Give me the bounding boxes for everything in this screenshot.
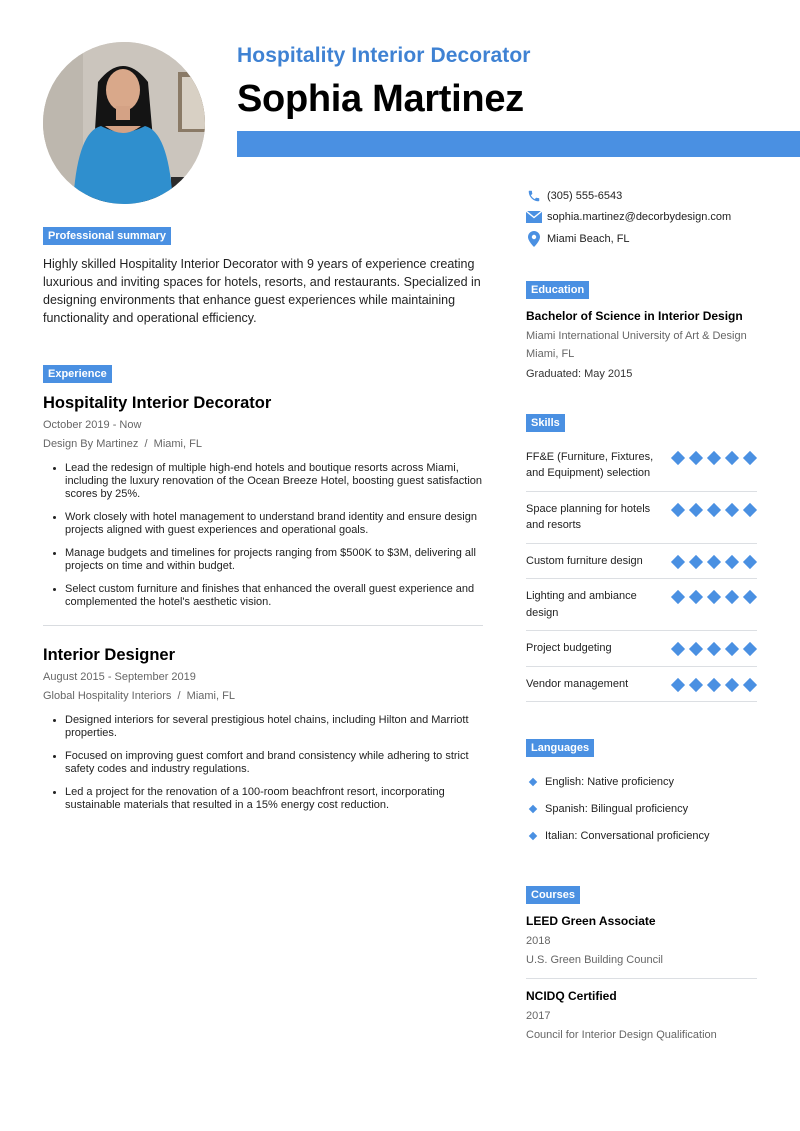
education-section — [526, 280, 757, 380]
skill-rating — [671, 640, 757, 657]
course-name: NCIDQ Certified — [526, 989, 617, 1003]
job-dates: October 2019 - Now — [43, 419, 142, 431]
rating-diamond-icon — [725, 502, 739, 516]
skill-name: FF&E (Furniture, Fixtures, and Equipment) selection — [526, 450, 654, 479]
education-heading: Education — [526, 281, 589, 299]
education-graduated: Graduated: May 2015 — [526, 367, 633, 380]
course-org: Council for Interior Design Qualification — [526, 1029, 717, 1041]
languages-section — [526, 738, 757, 849]
portrait-image — [43, 42, 205, 204]
rating-diamond-icon — [689, 502, 703, 516]
languages-list — [526, 768, 757, 849]
diamond-bullet-icon — [529, 831, 537, 839]
rating-diamond-icon — [707, 554, 721, 568]
left-column — [43, 226, 495, 822]
rating-diamond-icon — [725, 642, 739, 656]
rating-diamond-icon — [743, 450, 757, 464]
job-bullet: Focused on improving guest comfort and brand consistency while adhering to strict safety codes and industry regulations. — [51, 750, 495, 776]
location-pin-icon — [526, 231, 542, 247]
profile-photo — [43, 42, 205, 204]
email-text[interactable]: sophia.martinez@decorbydesign.com — [547, 211, 732, 224]
rating-diamond-icon — [707, 642, 721, 656]
summary-section — [43, 226, 495, 327]
job-company-location: Design By Martinez / Miami, FL — [43, 438, 202, 450]
skill-rating — [671, 588, 757, 621]
skill-name: Lighting and ambiance design — [526, 590, 637, 619]
contact-section — [526, 185, 757, 250]
rating-diamond-icon — [671, 554, 685, 568]
course-item — [526, 914, 757, 966]
rating-diamond-icon — [743, 590, 757, 604]
language-text: Italian: Conversational proficiency — [545, 829, 710, 842]
language-text: Spanish: Bilingual proficiency — [545, 802, 689, 815]
rating-diamond-icon — [671, 450, 685, 464]
course-year: 2017 — [526, 1010, 551, 1022]
job-bullets — [43, 714, 495, 812]
job-divider — [43, 625, 483, 626]
job-company-location: Global Hospitality Interiors / Miami, FL — [43, 690, 235, 702]
course-year: 2018 — [526, 935, 551, 947]
job-title: Hospitality Interior Decorator — [43, 394, 272, 412]
course-name: LEED Green Associate — [526, 914, 656, 928]
skill-item — [526, 579, 757, 631]
rating-diamond-icon — [725, 677, 739, 691]
rating-diamond-icon — [671, 642, 685, 656]
rating-diamond-icon — [707, 590, 721, 604]
contact-email — [526, 207, 757, 229]
skill-name: Custom furniture design — [526, 554, 643, 567]
phone-icon — [526, 188, 542, 204]
skill-rating — [671, 676, 757, 693]
summary-text: Highly skilled Hospitality Interior Decorator with 9 years of experience creating luxurious and inviting spaces for hotels, resorts, and restaurants. Specialized in designing environments that enhance guest experiences while maintaining functionality and operational efficiency. — [43, 257, 481, 325]
job-bullet: Work closely with hotel management to understand brand identity and ensure design projects aligned with guest experiences and operational goals. — [51, 511, 495, 537]
rating-diamond-icon — [689, 450, 703, 464]
rating-diamond-icon — [743, 554, 757, 568]
education-city: Miami, FL — [526, 347, 575, 360]
rating-diamond-icon — [671, 677, 685, 691]
diamond-bullet-icon — [529, 777, 537, 785]
course-item — [526, 989, 757, 1041]
skill-rating — [671, 501, 757, 534]
language-text: English: Native proficiency — [545, 775, 675, 788]
right-column — [526, 185, 757, 1041]
rating-diamond-icon — [707, 502, 721, 516]
rating-diamond-icon — [689, 554, 703, 568]
candidate-name: Sophia Martinez — [237, 78, 524, 120]
rating-diamond-icon — [743, 502, 757, 516]
header-accent-bar — [237, 131, 800, 157]
job-bullet: Manage budgets and timelines for projects ranging from $500K to $3M, delivering all projects on time and within budget. — [51, 547, 495, 573]
course-divider — [526, 978, 757, 979]
diamond-bullet-icon — [529, 804, 537, 812]
skills-list — [526, 440, 757, 703]
job-entry — [43, 646, 495, 812]
languages-heading: Languages — [526, 739, 594, 757]
job-bullet: Designed interiors for several prestigious hotel chains, including Hilton and Marriott properties. — [51, 714, 495, 740]
rating-diamond-icon — [743, 642, 757, 656]
education-school: Miami International University of Art & Design — [526, 329, 747, 342]
education-degree: Bachelor of Science in Interior Design — [526, 308, 743, 323]
email-icon — [526, 209, 542, 225]
rating-diamond-icon — [707, 677, 721, 691]
job-bullet: Select custom furniture and finishes that enhanced the overall guest experience and complemented the hotel's aesthetic vision. — [51, 583, 495, 609]
skill-name: Project budgeting — [526, 642, 612, 654]
language-item — [526, 822, 757, 849]
job-bullets — [43, 462, 495, 609]
skill-item — [526, 631, 757, 667]
language-item — [526, 795, 757, 822]
contact-location — [526, 228, 757, 250]
skill-item — [526, 667, 757, 703]
summary-heading: Professional summary — [43, 227, 171, 245]
job-bullet: Lead the redesign of multiple high-end hotels and boutique resorts across Miami, including the luxury renovation of the Ocean Breeze Hotel, boosting guest satisfaction scores by 25%. — [51, 462, 495, 501]
skill-name: Space planning for hotels and resorts — [526, 502, 651, 531]
contact-phone — [526, 185, 757, 207]
phone-text: (305) 555-6543 — [547, 189, 623, 202]
rating-diamond-icon — [671, 590, 685, 604]
rating-diamond-icon — [689, 677, 703, 691]
rating-diamond-icon — [707, 450, 721, 464]
skill-name: Vendor management — [526, 677, 629, 690]
job-dates: August 2015 - September 2019 — [43, 671, 196, 683]
rating-diamond-icon — [725, 590, 739, 604]
job-title: Interior Designer — [43, 646, 176, 664]
skill-item — [526, 544, 757, 580]
location-text: Miami Beach, FL — [547, 232, 630, 245]
skill-item — [526, 492, 757, 544]
job-title-heading: Hospitality Interior Decorator — [237, 44, 531, 67]
skill-rating — [671, 449, 757, 482]
courses-heading: Courses — [526, 886, 580, 904]
rating-diamond-icon — [689, 590, 703, 604]
job-entry — [43, 394, 495, 609]
experience-section — [43, 364, 495, 812]
experience-heading: Experience — [43, 365, 112, 383]
courses-section — [526, 885, 757, 1041]
rating-diamond-icon — [689, 642, 703, 656]
rating-diamond-icon — [743, 677, 757, 691]
rating-diamond-icon — [725, 450, 739, 464]
skill-rating — [671, 553, 757, 570]
rating-diamond-icon — [671, 502, 685, 516]
skills-heading: Skills — [526, 414, 565, 432]
job-bullet: Led a project for the renovation of a 100-room beachfront resort, incorporating sustainable materials that resulted in a 15% energy cost reduction. — [51, 786, 495, 812]
skills-section — [526, 413, 757, 703]
language-item — [526, 768, 757, 795]
course-org: U.S. Green Building Council — [526, 954, 663, 966]
rating-diamond-icon — [725, 554, 739, 568]
skill-item — [526, 440, 757, 492]
